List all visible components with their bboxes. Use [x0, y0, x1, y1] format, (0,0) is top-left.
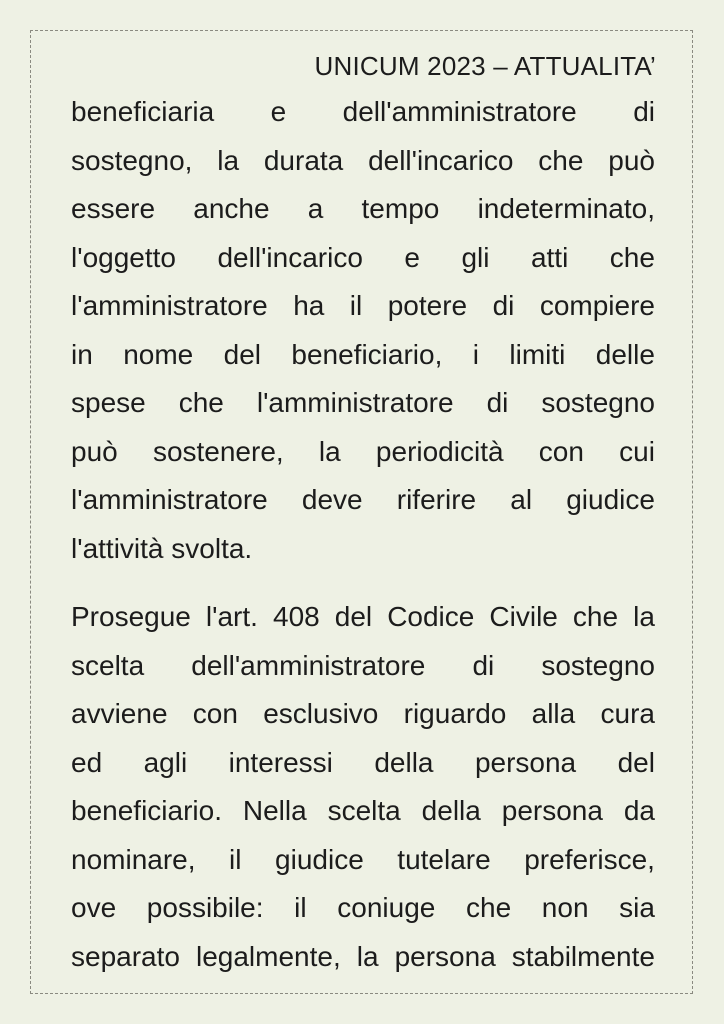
word: dell'amministratore [191, 649, 426, 681]
word: e [404, 241, 420, 273]
word: compiere [539, 290, 655, 321]
text-line [71, 739, 655, 788]
word: la [318, 435, 341, 467]
word: di [486, 387, 509, 418]
word: esclusivo [263, 698, 379, 729]
word: può [608, 144, 655, 176]
word: giudice [566, 484, 655, 515]
word: agli [143, 746, 188, 778]
text-line [71, 331, 655, 380]
word: da [623, 795, 655, 826]
word: dell'incarico [217, 241, 363, 273]
word: la [633, 601, 655, 632]
word: ha [293, 290, 325, 321]
text-line [71, 137, 655, 186]
word: indeterminato, [477, 193, 655, 224]
text-line [71, 690, 655, 739]
word: atti [530, 241, 569, 273]
word: delle [595, 338, 655, 370]
body-text [71, 88, 655, 981]
word: Prosegue [71, 601, 191, 632]
word: di [492, 290, 515, 321]
word: potere [387, 290, 468, 321]
text-line [71, 476, 655, 525]
word: riguardo [403, 698, 507, 729]
word: non [541, 892, 589, 923]
text-line [71, 185, 655, 234]
word: nome [123, 338, 194, 370]
word: cura [600, 698, 655, 729]
word: preferisce, [524, 843, 655, 875]
word: sostegno, [71, 144, 193, 176]
word: l'amministratore [256, 387, 454, 418]
text-line [71, 88, 655, 137]
text-line [71, 428, 655, 477]
word: nominare, [71, 843, 196, 875]
word: il [294, 892, 307, 923]
word: periodicità [375, 435, 504, 467]
text-line [71, 282, 655, 331]
word: sostegno [541, 649, 655, 681]
word: 408 [273, 601, 320, 632]
word: cui [619, 435, 655, 467]
word: essere [71, 193, 156, 224]
word: separato [71, 940, 180, 972]
word: la [217, 144, 240, 176]
word: del [334, 601, 373, 632]
word: l'amministratore [71, 290, 268, 321]
word: avviene [71, 698, 168, 729]
page-header: UNICUM 2023 – ATTUALITA’ [314, 51, 656, 81]
text-line [71, 836, 655, 885]
word: può [71, 435, 118, 467]
word: Codice [387, 601, 475, 632]
word: spese [71, 387, 146, 418]
word: di [633, 96, 655, 127]
word: deve [301, 484, 363, 515]
text-line [71, 379, 655, 428]
word: sia [619, 892, 655, 923]
word: sostenere, [152, 435, 284, 467]
word: giudice [275, 843, 364, 875]
word: dell'incarico [368, 144, 514, 176]
text-line [71, 933, 655, 982]
word: Nella [242, 795, 307, 826]
word: del [617, 746, 655, 778]
word: a [307, 193, 324, 224]
word: riferire [396, 484, 477, 515]
word: possibile: [146, 892, 264, 923]
word: il [229, 843, 242, 875]
word: con [538, 435, 584, 467]
word: stabilmente [511, 940, 655, 972]
paragraph-gap [71, 573, 655, 593]
word: scelta [71, 649, 145, 681]
word: al [510, 484, 533, 515]
word: l'amministratore [71, 484, 268, 515]
text-line [71, 884, 655, 933]
word: della [374, 746, 434, 778]
word: il [349, 290, 363, 321]
word: del [223, 338, 261, 370]
word: la [356, 940, 379, 972]
word: che [572, 601, 619, 632]
word: di [472, 649, 495, 681]
word: della [421, 795, 481, 826]
word: e [270, 96, 287, 127]
word: gli [461, 241, 490, 273]
word: ove [71, 892, 117, 923]
word: persona [474, 746, 577, 778]
word: beneficiaria [71, 96, 215, 127]
word: scelta [327, 795, 401, 826]
word: che [538, 144, 584, 176]
word: ed [71, 746, 103, 778]
word: beneficiario, [291, 338, 443, 370]
word: che [466, 892, 512, 923]
word: persona [501, 795, 603, 826]
word: in [71, 338, 93, 370]
word: interessi [228, 746, 333, 778]
paragraph [71, 593, 655, 981]
word: l'art. [205, 601, 258, 632]
text-line [71, 787, 655, 836]
word: con [192, 698, 238, 729]
text-line: l'attività svolta. [71, 532, 253, 564]
word: alla [531, 698, 576, 729]
text-line [71, 593, 655, 642]
word: che [609, 241, 655, 273]
word: durata [263, 144, 344, 176]
word: legalmente, [195, 940, 341, 972]
word: i [472, 338, 479, 370]
paragraph [71, 88, 655, 573]
word: limiti [509, 338, 566, 370]
word: l'oggetto [71, 241, 176, 273]
word: coniuge [337, 892, 436, 923]
word: tutelare [397, 843, 491, 875]
word: sostegno [541, 387, 655, 418]
word: Civile [489, 601, 558, 632]
word: persona [394, 940, 496, 972]
word: che [178, 387, 224, 418]
word: tempo [361, 193, 440, 224]
text-line [71, 642, 655, 691]
word: dell'amministratore [342, 96, 577, 127]
text-line [71, 234, 655, 283]
word: beneficiario. [71, 795, 222, 826]
word: anche [193, 193, 270, 224]
